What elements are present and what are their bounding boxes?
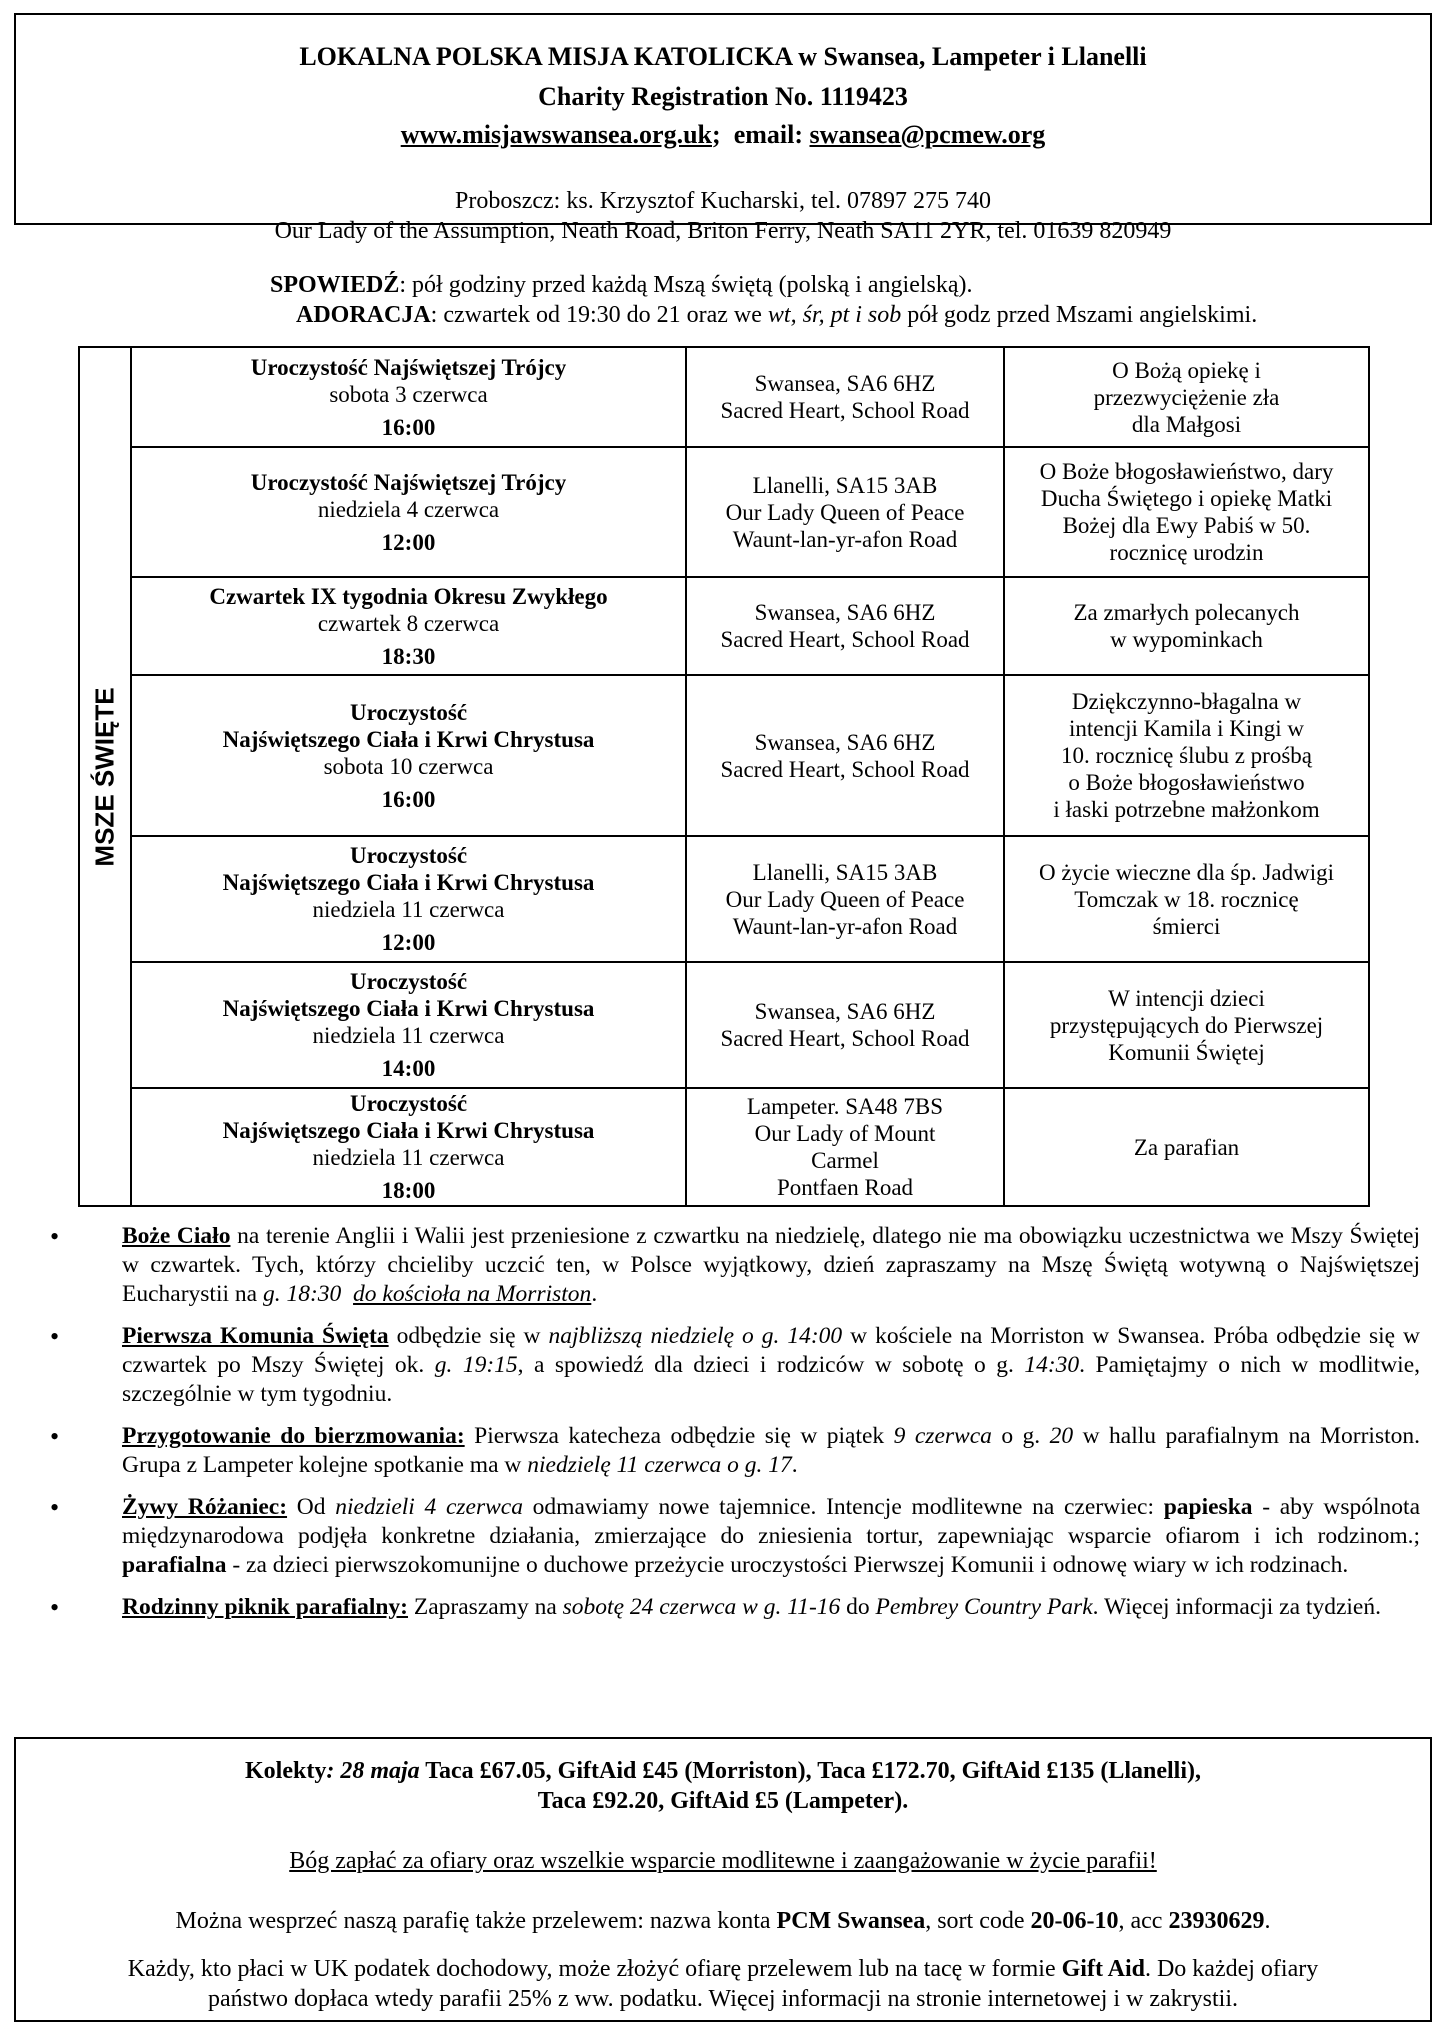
mass-row bbox=[79, 962, 1369, 1088]
mass-place-cell bbox=[686, 675, 1004, 836]
mass-title-2: Najświętszego Ciała i Krwi Chrystusa bbox=[222, 726, 595, 752]
mass-intention-cell bbox=[1004, 962, 1369, 1088]
mass-time: 14:00 bbox=[381, 1056, 436, 1081]
collections-line-1: Kolekty: 28 maja Taca £67.05, GiftAid £45 (Morriston), Taca £172.70, GiftAid £135 (Llanelli), bbox=[245, 1758, 1201, 1784]
email-label: email: bbox=[733, 120, 803, 149]
mass-place-cell bbox=[686, 347, 1004, 447]
gift-aid-info: Każdy, kto płaci w UK podatek dochodowy, może złożyć ofiarę przelewem lub na tacę w formie Gift Aid. Do każdej ofiary bbox=[127, 1956, 1319, 1982]
mass-place-line: Sacred Heart, School Road bbox=[720, 398, 970, 423]
collections-box bbox=[14, 1737, 1432, 2022]
mass-intention-cell bbox=[1004, 675, 1369, 836]
mass-title: Uroczystość bbox=[349, 699, 468, 725]
email-link[interactable]: swansea@pcmew.org bbox=[809, 120, 1046, 149]
mass-intention-line: Dziękczynno-błagalna w bbox=[1071, 689, 1302, 714]
mass-place-line: Sacred Heart, School Road bbox=[720, 756, 970, 782]
mass-place-cell bbox=[686, 962, 1004, 1088]
mass-row bbox=[79, 447, 1369, 577]
mass-intention-line: O życie wieczne dla śp. Jadwigi bbox=[1038, 859, 1335, 885]
mass-place-line: Our Lady Queen of Peace bbox=[725, 499, 965, 525]
announcement-heading: Przygotowanie do bierzmowania: bbox=[122, 1423, 465, 1449]
mass-title: Czwartek IX tygodnia Okresu Zwykłego bbox=[209, 583, 608, 609]
gift-aid-info-2: państwo dopłaca wtedy parafii 25% z ww. podatku. Więcej informacji na stronie internetowej i w zakrystii. bbox=[207, 1986, 1239, 2012]
bullet: • bbox=[50, 1322, 60, 1351]
header-box bbox=[14, 13, 1432, 244]
mass-intention-line: i łaski potrzebne małżonkom bbox=[1053, 797, 1320, 822]
bullet: • bbox=[50, 1493, 60, 1522]
mass-row bbox=[79, 836, 1369, 962]
mass-event-cell bbox=[131, 447, 686, 577]
charity-number: Charity Registration No. 1119423 bbox=[538, 82, 908, 111]
mass-intention-line: Komunii Świętej bbox=[1108, 1039, 1265, 1065]
announcement-heading: Boże Ciało bbox=[122, 1223, 231, 1249]
mass-row bbox=[79, 347, 1369, 447]
mass-event-cell bbox=[131, 1088, 686, 1206]
confession-text: : pół godziny przed każdą Mszą świętą (polską i angielską). bbox=[399, 272, 973, 298]
mass-row bbox=[79, 675, 1369, 836]
bullet: • bbox=[50, 1593, 60, 1622]
mass-title: Uroczystość bbox=[349, 1091, 468, 1116]
mission-title: LOKALNA POLSKA MISJA KATOLICKA w Swansea, Lampeter i Llanelli bbox=[299, 42, 1147, 71]
mass-date: niedziela 11 czerwca bbox=[312, 897, 505, 922]
mass-title: Uroczystość Najświętszej Trójcy bbox=[250, 469, 567, 495]
mass-title: Uroczystość Najświętszej Trójcy bbox=[250, 354, 567, 380]
mass-place-line: Lampeter. SA48 7BS bbox=[746, 1094, 944, 1119]
mass-place-line: Pontfaen Road bbox=[776, 1175, 914, 1200]
mass-date: sobota 10 czerwca bbox=[323, 753, 494, 779]
mass-place-line: Swansea, SA6 6HZ bbox=[754, 371, 936, 396]
bank-transfer-info: Można wesprzeć naszą parafię także przelewem: nazwa konta PCM Swansea, sort code 20-06-10, acc 23930629. bbox=[175, 1908, 1271, 1934]
masses-side-label: MSZE ŚWIĘTE bbox=[89, 686, 120, 867]
mass-intention-line: Ducha Świętego i opiekę Matki bbox=[1040, 486, 1333, 511]
announcement-heading: Żywy Różaniec: bbox=[122, 1494, 288, 1520]
adoration-info bbox=[296, 301, 1257, 329]
mass-time: 16:00 bbox=[381, 414, 436, 440]
mass-intention-line: Tomczak w 18. rocznicę bbox=[1074, 886, 1299, 912]
announcement-rosary: • Żywy Różaniec: Od niedzieli 4 czerwca odmawiamy nowe tajemnice. Intencje modlitewne na czerwiec: papieska - aby wspólnota międzynarodowa podjęła konkretne działania, zmierzające do zniesienia tortur, zapewniając wsparcie ofiarom i ich rodzinom.; parafialna - za dzieci pierwszokomunijne o duchowe przeżycie uroczystości Pierwszej Komunii i odnowę wiary w ich rodzinach. bbox=[50, 1493, 1420, 1578]
mass-time: 16:00 bbox=[381, 786, 436, 812]
mass-title: Uroczystość bbox=[349, 843, 468, 868]
mass-place-line: Swansea, SA6 6HZ bbox=[754, 600, 936, 625]
mass-intention-line: 10. rocznicę ślubu z prośbą bbox=[1060, 743, 1312, 768]
mass-schedule-table bbox=[78, 346, 1370, 1207]
thanks-line: Bóg zapłać za ofiary oraz wszelkie wsparcie modlitewne i zaangażowanie w życie parafii! bbox=[289, 1848, 1157, 1874]
mass-event-cell bbox=[131, 577, 686, 675]
announcements-list bbox=[50, 1222, 1420, 1635]
mass-place-cell bbox=[686, 577, 1004, 675]
mass-intention-line: przezwyciężenie zła bbox=[1093, 384, 1280, 410]
website-link[interactable]: www.misjawswansea.org.uk bbox=[400, 120, 713, 149]
mass-event-cell bbox=[131, 836, 686, 962]
mass-date: niedziela 11 czerwca bbox=[312, 1023, 505, 1048]
collections-line-2: Taca £92.20, GiftAid £5 (Lampeter). bbox=[537, 1788, 909, 1814]
mass-intention-line: o Boże błogosławieństwo bbox=[1068, 770, 1305, 795]
mass-place-cell bbox=[686, 447, 1004, 577]
mass-date: niedziela 4 czerwca bbox=[317, 496, 500, 522]
mass-title-2: Najświętszego Ciała i Krwi Chrystusa bbox=[222, 870, 595, 895]
mass-title-2: Najświętszego Ciała i Krwi Chrystusa bbox=[222, 1118, 595, 1143]
mass-intention-cell bbox=[1004, 447, 1369, 577]
mass-row bbox=[79, 1088, 1369, 1206]
mass-place-cell bbox=[686, 836, 1004, 962]
mass-title-2: Najświętszego Ciała i Krwi Chrystusa bbox=[222, 996, 595, 1021]
mass-place-line: Our Lady of Mount bbox=[754, 1121, 936, 1146]
parish-priest: Proboszcz: ks. Krzysztof Kucharski, tel. 07897 275 740 bbox=[455, 188, 991, 214]
adoration-label: ADORACJA bbox=[296, 302, 431, 328]
mass-intention-cell bbox=[1004, 1088, 1369, 1206]
mass-row bbox=[79, 577, 1369, 675]
parish-address: Our Lady of the Assumption, Neath Road, Briton Ferry, Neath SA11 2YR, tel. 01639 820949 bbox=[274, 218, 1172, 244]
mass-time: 12:00 bbox=[381, 930, 436, 955]
mass-place-line: Sacred Heart, School Road bbox=[720, 627, 970, 652]
mass-date: czwartek 8 czerwca bbox=[317, 610, 500, 636]
mass-intention-line: Bożej dla Ewy Pabiś w 50. bbox=[1062, 513, 1311, 538]
mass-place-line: Swansea, SA6 6HZ bbox=[754, 729, 936, 755]
announcement-first-communion: • Pierwsza Komunia Święta odbędzie się w najbliższą niedzielę o g. 14:00 w kościele na Morriston w Swansea. Próba odbędzie się w czwartek po Mszy Świętej ok. g. 19:15, a spowiedź dla dzieci i rodziców w sobotę o g. 14:30. Pamiętajmy o nich w modlitwie, szczególnie w tym tygodniu. bbox=[50, 1322, 1421, 1407]
mass-date: niedziela 11 czerwca bbox=[312, 1145, 505, 1170]
mass-date: sobota 3 czerwca bbox=[329, 381, 488, 407]
bullet: • bbox=[50, 1422, 60, 1451]
mass-place-line: Swansea, SA6 6HZ bbox=[754, 999, 936, 1024]
mass-intention-line: O Bożą opiekę i bbox=[1112, 357, 1261, 383]
mass-intention-line: rocznicę urodzin bbox=[1109, 540, 1264, 565]
mass-intention-line: intencji Kamila i Kingi w bbox=[1068, 716, 1305, 741]
side-label-cell bbox=[79, 347, 131, 1206]
announcement-confirmation: • Przygotowanie do bierzmowania: Pierwsza katecheza odbędzie się w piątek 9 czerwca o g. 20 w hallu parafialnym na Morriston. Grupa z Lampeter kolejne spotkanie ma w niedzielę 11 czerwca o g. 17. bbox=[50, 1422, 1420, 1478]
mass-place-line: Waunt-lan-yr-afon Road bbox=[732, 526, 958, 552]
confession-label: SPOWIEDŹ bbox=[270, 272, 400, 298]
contact-line: www.misjawswansea.org.uk; email: swansea@pcmew.org bbox=[400, 120, 1046, 149]
adoration-days: wt, śr, pt i sob bbox=[767, 302, 902, 328]
adoration-text: : czwartek od 19:30 do 21 oraz we bbox=[430, 302, 768, 328]
mass-intention-line: O Boże błogosławieństwo, dary bbox=[1039, 459, 1334, 484]
mass-intention-cell bbox=[1004, 347, 1369, 447]
mass-title: Uroczystość bbox=[349, 969, 468, 994]
mass-place-line: Llanelli, SA15 3AB bbox=[752, 472, 938, 498]
announcement-heading: Rodzinny piknik parafialny: bbox=[122, 1594, 409, 1620]
announcement-corpus-christi: • Boże Ciało na terenie Anglii i Walii jest przeniesione z czwartku na niedzielę, dlatego nie ma obowiązku uczestnictwa we Mszy Świętej w czwartek. Tych, którzy chcieliby uczcić ten, w Polsce wyjątkowy, dzień zapraszamy na Mszę Świętą wotywną o Najświętszej Eucharystii na g. 18:30 do kościoła na Morriston. bbox=[50, 1222, 1420, 1307]
announcement-heading: Pierwsza Komunia Święta bbox=[122, 1323, 389, 1349]
mass-intention-line: dla Małgosi bbox=[1131, 411, 1242, 437]
mass-place-line: Carmel bbox=[811, 1148, 879, 1173]
mass-intention-line: śmierci bbox=[1152, 913, 1221, 939]
mass-intention-cell bbox=[1004, 836, 1369, 962]
mass-intention-line: Za parafian bbox=[1133, 1134, 1240, 1160]
mass-event-cell bbox=[131, 962, 686, 1088]
mass-intention-line: Za zmarłych polecanych bbox=[1073, 600, 1300, 625]
mass-intention-line: W intencji dzieci bbox=[1108, 985, 1265, 1011]
mass-place-line: Llanelli, SA15 3AB bbox=[752, 859, 938, 885]
confession-info bbox=[270, 271, 973, 299]
mass-intention-cell bbox=[1004, 577, 1369, 675]
mass-event-cell bbox=[131, 347, 686, 447]
mass-time: 18:00 bbox=[381, 1178, 436, 1203]
mass-intention-line: w wypominkach bbox=[1110, 627, 1263, 652]
mass-time: 12:00 bbox=[381, 529, 436, 555]
mass-event-cell bbox=[131, 675, 686, 836]
announcement-picnic: • Rodzinny piknik parafialny: Zapraszamy na sobotę 24 czerwca w g. 11-16 do Pembrey Country Park. Więcej informacji za tydzień. bbox=[50, 1593, 1381, 1622]
adoration-text-end: pół godz przed Mszami angielskimi. bbox=[901, 302, 1258, 328]
mass-time: 18:30 bbox=[381, 643, 436, 669]
mass-intention-line: przystępujących do Pierwszej bbox=[1049, 1012, 1324, 1038]
bullet: • bbox=[50, 1222, 60, 1251]
mass-place-line: Our Lady Queen of Peace bbox=[725, 886, 965, 912]
mass-place-line: Waunt-lan-yr-afon Road bbox=[732, 913, 958, 939]
mass-place-line: Sacred Heart, School Road bbox=[720, 1026, 970, 1051]
mass-place-cell bbox=[686, 1088, 1004, 1206]
